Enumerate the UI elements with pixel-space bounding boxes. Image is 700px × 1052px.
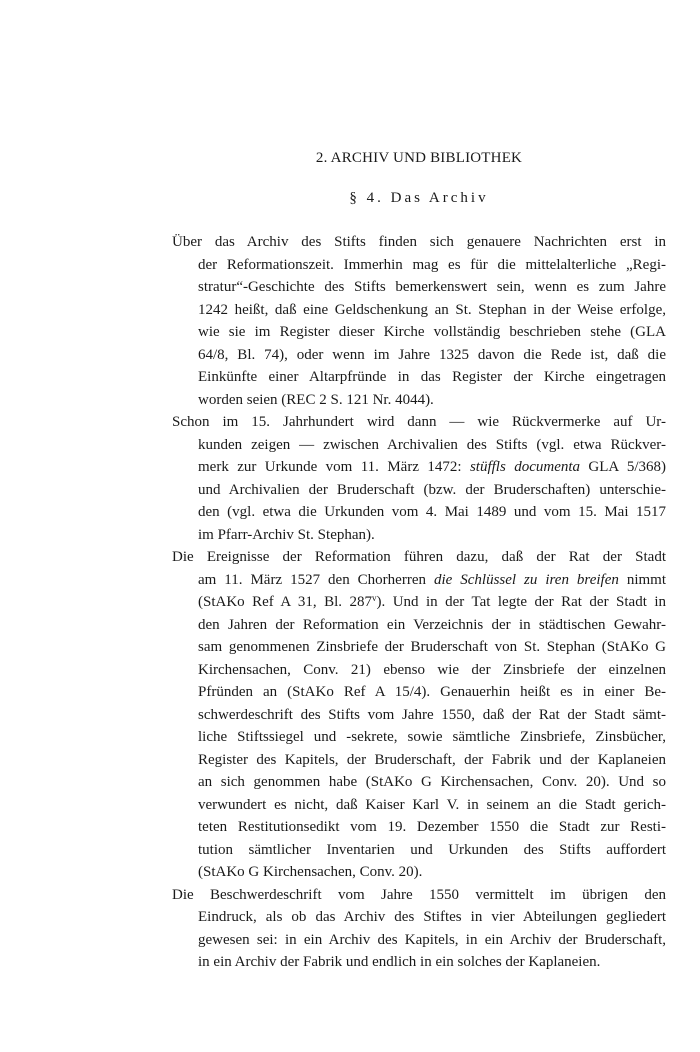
text-segment: am 11. März 1527 den Chorherren [198, 571, 434, 588]
paragraph-3 [172, 546, 666, 884]
text-segment: ). Und in der Tat legte der Rat der Stadt in [376, 594, 666, 610]
text-line: Einkünfte einer Altarpfründe in das Register der Kirche eingetragen [198, 369, 666, 385]
text-line-composite [172, 569, 666, 592]
paragraph-4 [172, 884, 666, 974]
text-line: liche Stiftssiegel und -sekrete, sowie sämtliche Zinsbriefe, Zinsbücher, [198, 729, 666, 745]
text-line: 64/8, Bl. 74), oder wenn im Jahre 1325 davon die Rede ist, daß die [198, 346, 666, 363]
text-line: (StAKo G Kirchensachen, Conv. 20). [198, 864, 423, 880]
text-line: im Pfarr-Archiv St. Stephan). [198, 526, 375, 543]
text-line: Eindruck, als ob das Archiv des Stiftes in vier Abteilungen gegliedert [198, 909, 666, 925]
book-page [172, 150, 666, 974]
text-line: gewesen sei: in ein Archiv des Kapitels, in ein Archiv der Bruderschaft, [198, 931, 666, 948]
text-segment: merk zur Urkunde vom 11. März 1472: [198, 459, 470, 475]
superscript: v [372, 593, 377, 603]
text-line: den (vgl. etwa die Urkunden vom 4. Mai 1489 und vom 15. Mai 1517 [198, 504, 666, 520]
text-segment: GLA 5/368) [580, 459, 666, 475]
italic-quote: stüffls documenta [469, 459, 581, 475]
text-line: wie sie im Register dieser Kirche vollständig beschrieben stehe (GLA [198, 324, 666, 340]
text-line: Die Ereignisse der Reformation führen dazu, daß der Rat der Stadt [172, 549, 666, 565]
text-line: den Jahren der Reformation ein Verzeichnis der in städtischen Gewahr- [198, 616, 666, 633]
text-line: tution sämtlicher Inventarien und Urkunden des Stifts auffordert [198, 841, 666, 858]
text-line: und Archivalien der Bruderschaft (bzw. der Bruderschaften) unterschie- [198, 481, 666, 498]
paragraph-2 [172, 411, 666, 546]
text-line: in ein Archiv der Fabrik und endlich in ein solches der Kaplaneien. [198, 954, 601, 970]
section-heading: § 4. Das Archiv [349, 190, 489, 206]
text-line: Register des Kapitels, der Bruderschaft, der Fabrik und der Kaplaneien [198, 751, 666, 768]
text-line: Kirchensachen, Conv. 21) ebenso wie der Zinsbriefe der einzelnen [198, 661, 666, 678]
text-line: stratur“-Geschichte des Stifts bemerkenswert sein, wenn es zum Jahre [198, 279, 666, 295]
body-text [172, 231, 666, 974]
text-line: verwundert es nicht, daß Kaiser Karl V. in seinem an die Stadt gerich- [198, 796, 666, 813]
paragraph-1 [172, 231, 666, 411]
text-line: 1242 heißt, daß eine Geldschenkung an St. Stephan in der Weise erfolge, [198, 301, 666, 318]
text-line: worden seien (REC 2 S. 121 Nr. 4044). [198, 391, 434, 408]
text-segment: nimmt [618, 571, 666, 588]
text-line: Die Beschwerdeschrift vom Jahre 1550 vermittelt im übrigen den [172, 886, 666, 903]
italic-quote: die Schlüssel zu iren breifen [433, 571, 619, 588]
text-segment: (StAKo Ref A 31, Bl. 287 [198, 594, 372, 610]
text-line: kunden zeigen — zwischen Archivalien des Stifts (vgl. etwa Rückver- [198, 436, 666, 453]
chapter-heading: 2. ARCHIV UND BIBLIOTHEK [315, 150, 523, 166]
text-line-composite [172, 456, 666, 479]
text-line: schwerdeschrift des Stifts vom Jahre 1550, daß der Rat der Stadt sämt- [198, 706, 666, 723]
text-line: der Reformationszeit. Immerhin mag es für die mittelalterliche „Regi- [198, 256, 666, 273]
text-line: Pfründen an (StAKo Ref A 15/4). Genauerhin heißt es in einer Be- [198, 684, 666, 700]
text-line: Über das Archiv des Stifts finden sich genauere Nachrichten erst in [172, 234, 666, 250]
text-line: teten Restitutionsedikt vom 19. Dezember 1550 die Stadt zur Resti- [198, 819, 666, 835]
text-line: sam genommenen Zinsbriefe der Bruderschaft von St. Stephan (StAKo G [198, 639, 666, 655]
text-line-composite [172, 591, 666, 614]
text-line: an sich genommen habe (StAKo G Kirchensachen, Conv. 20). Und so [198, 774, 666, 790]
text-line: Schon im 15. Jahrhundert wird dann — wie Rückvermerke auf Ur- [172, 414, 666, 430]
